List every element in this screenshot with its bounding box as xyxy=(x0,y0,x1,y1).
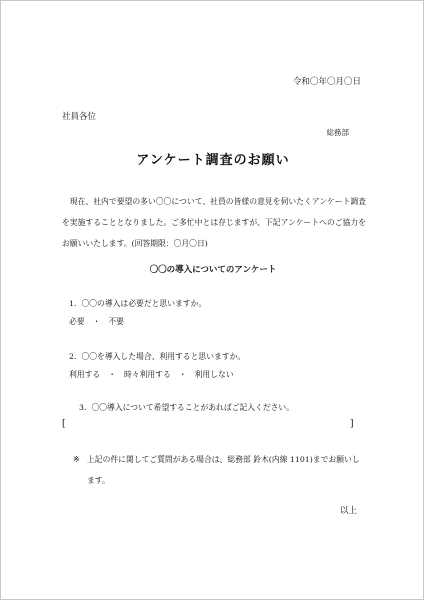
question-1-options xyxy=(69,316,124,327)
option-sometimes-use[interactable]: 時々利用する xyxy=(123,370,171,379)
answer-bracket-open[interactable]: [ xyxy=(62,419,66,429)
question-2-options xyxy=(69,369,234,380)
survey-title: 〇〇の導入についてのアンケート xyxy=(149,265,277,275)
option-necessary[interactable]: 必要 xyxy=(69,317,85,326)
question-3 xyxy=(79,402,294,413)
question-3-text: 〇〇導入について希望することがあればご記入ください。 xyxy=(91,403,295,412)
inquiry-note xyxy=(73,449,365,491)
note-mark: ※ xyxy=(73,455,80,464)
question-1-number: 1. xyxy=(69,299,77,308)
option-separator: ・ xyxy=(178,370,187,379)
question-1 xyxy=(69,298,206,309)
closing-word: 以上 xyxy=(339,506,357,516)
note-text: 上記の件に関してご質問がある場合は、総務部 鈴木(内線 1101)までお願いします。 xyxy=(87,455,360,485)
document-title: アンケート調査のお願い xyxy=(136,153,290,168)
sender-department: 総務部 xyxy=(326,128,349,137)
body-paragraph: 現在、社内で要望の多い〇〇について、社員の皆様の意見を伺いたくアンケート調査を実施することとなりました。ご多忙中とは存じますが、下記アンケートへのご協力をお願いいたします。(回答期限：〇月〇日) xyxy=(62,197,366,248)
question-2 xyxy=(69,351,245,362)
option-use[interactable]: 利用する xyxy=(69,370,101,379)
recipient: 社員各位 xyxy=(62,112,97,122)
option-not-use[interactable]: 利用しない xyxy=(194,370,234,379)
question-3-number: 3. xyxy=(79,403,87,412)
question-1-text: 〇〇の導入は必要だと思いますか。 xyxy=(81,299,207,308)
answer-bracket-close: ] xyxy=(350,419,354,429)
option-separator: ・ xyxy=(108,370,116,379)
document-date: 令和〇年〇月〇日 xyxy=(292,77,361,87)
option-separator: ・ xyxy=(92,317,101,326)
option-unnecessary[interactable]: 不要 xyxy=(108,317,124,326)
question-2-number: 2. xyxy=(69,352,77,361)
question-2-text: 〇〇を導入した場合、利用すると思いますか。 xyxy=(81,352,246,361)
